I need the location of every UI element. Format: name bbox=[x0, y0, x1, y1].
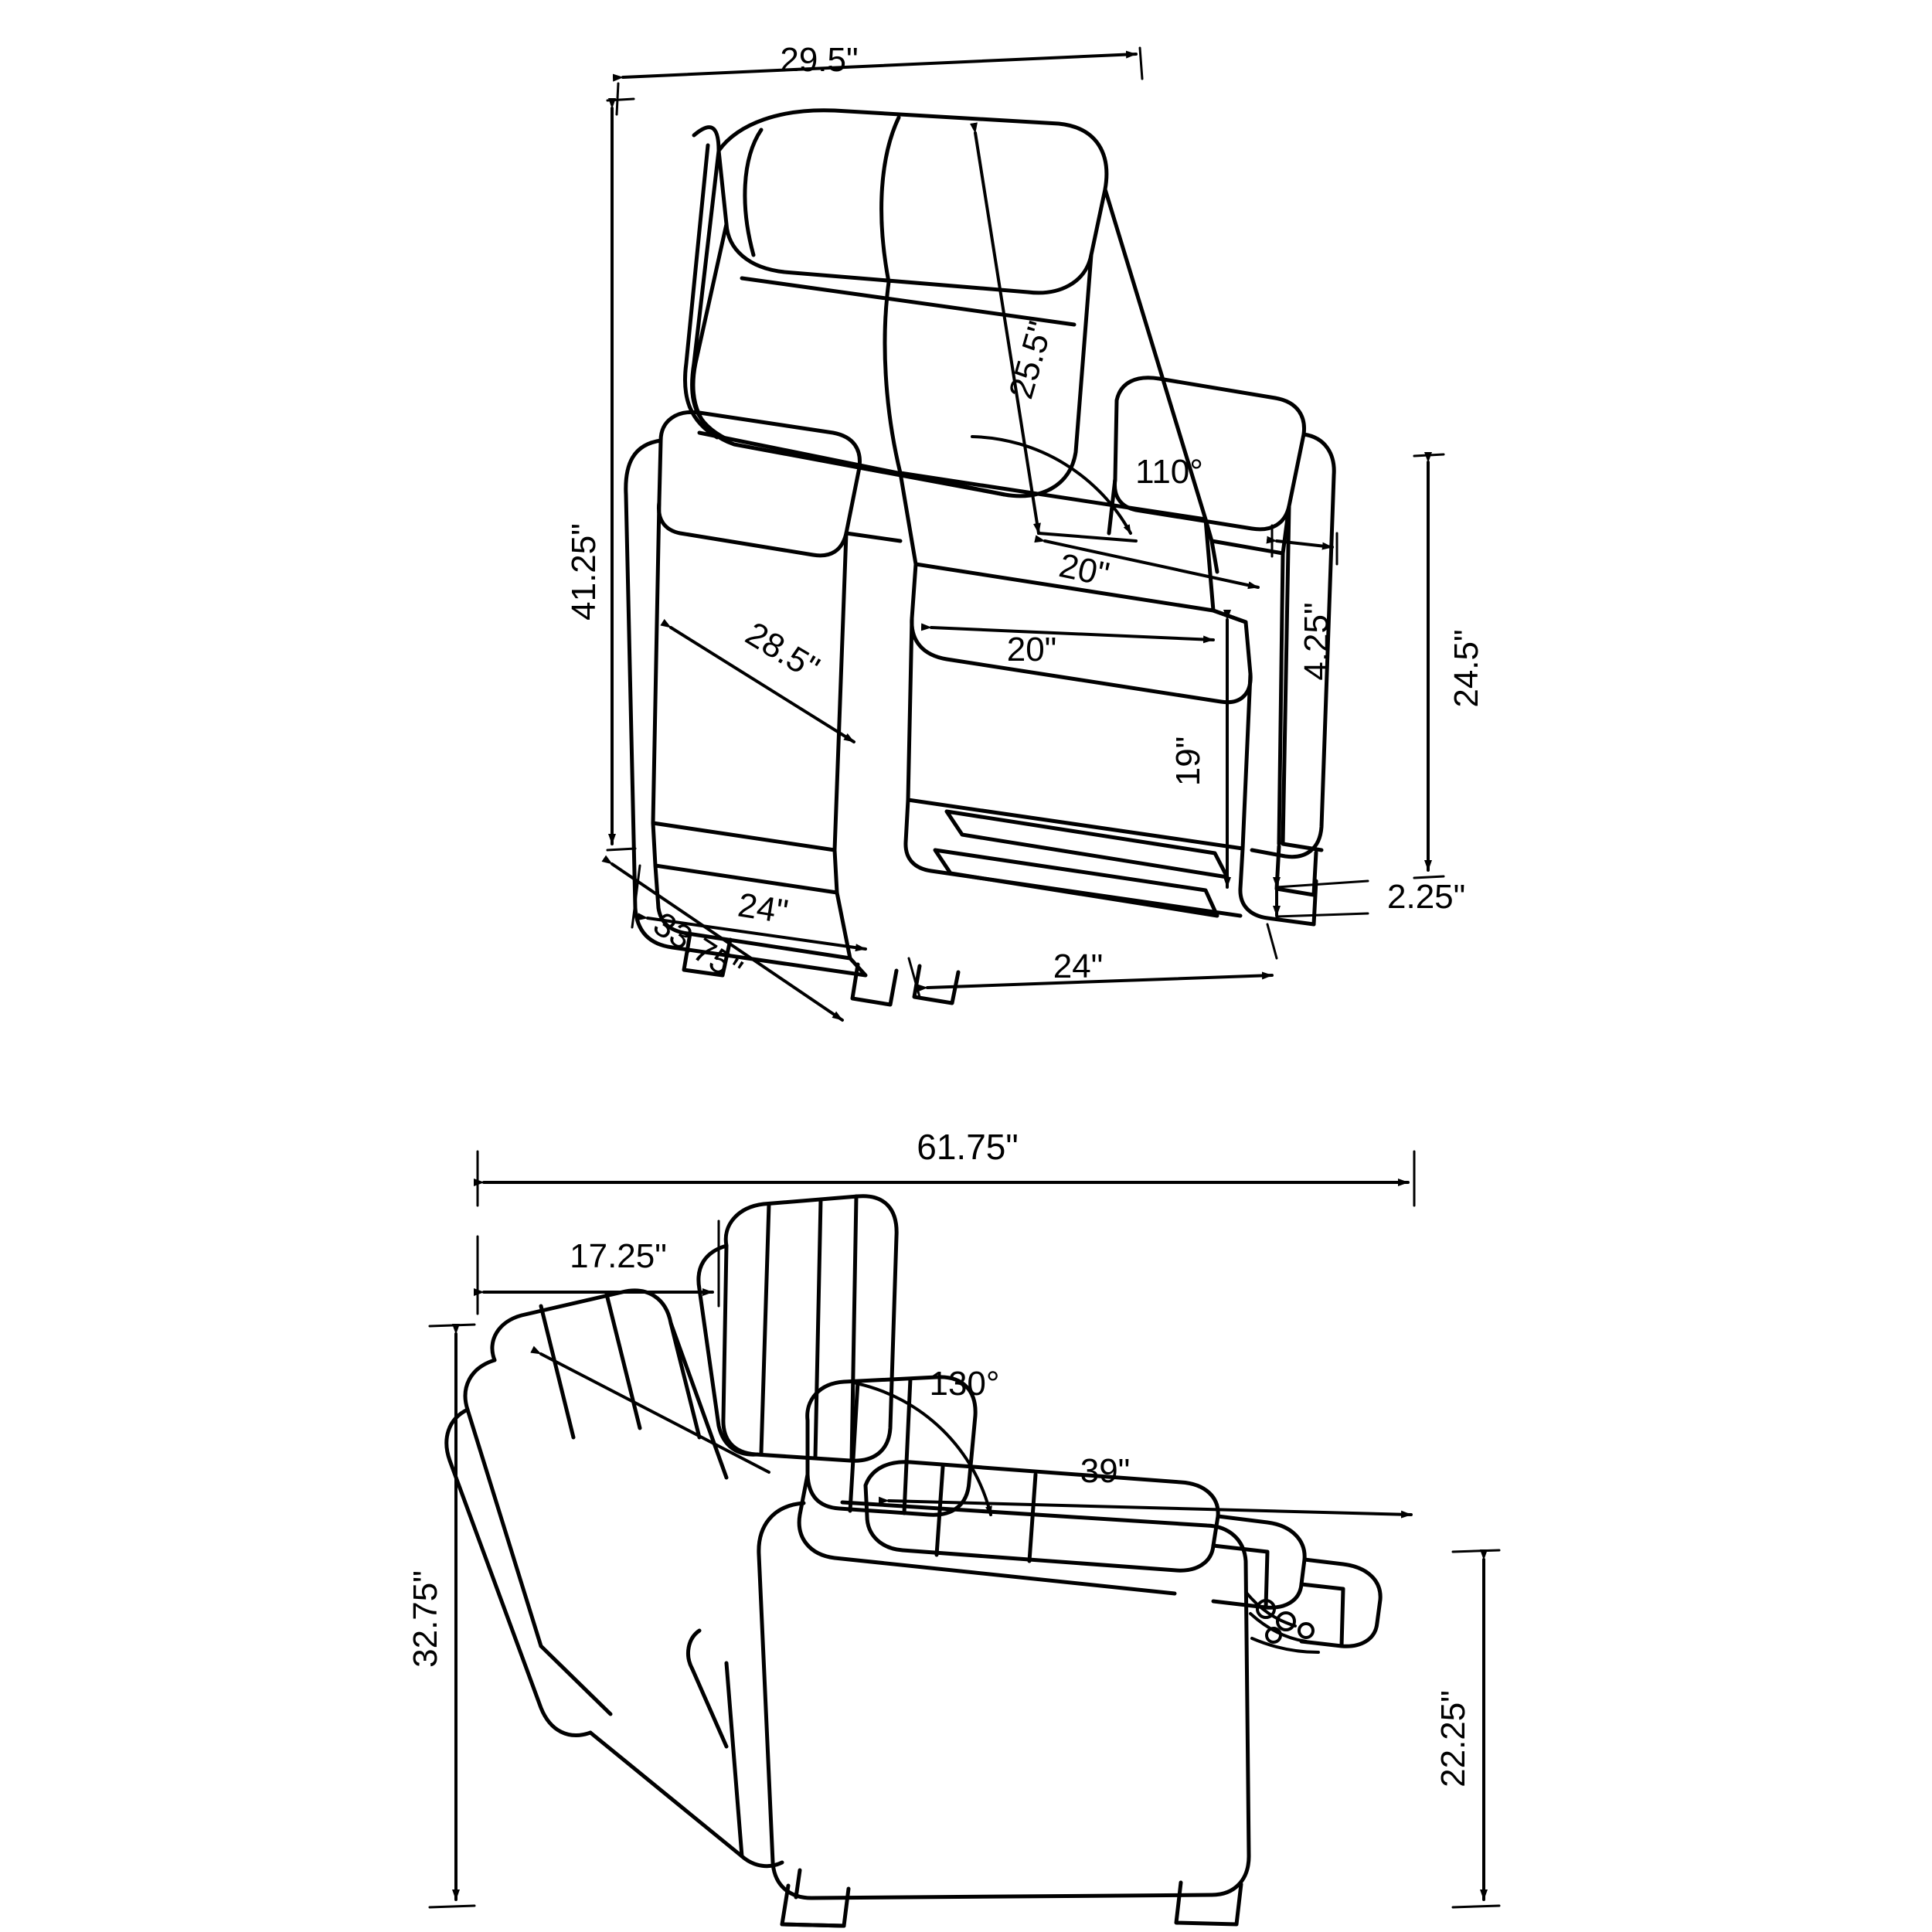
dim-label-reclined-length: 61.75" bbox=[917, 1127, 1019, 1167]
upright-view-dimensions bbox=[607, 48, 1444, 1020]
dim-label-base-width: 24" bbox=[1053, 947, 1104, 985]
dim-label-seat-height: 19" bbox=[1169, 736, 1207, 787]
dim-label-overall-width: 29.5" bbox=[780, 41, 859, 79]
dim-label-seat-depth: 20" bbox=[1056, 546, 1113, 594]
dim-label-base-depth: 24" bbox=[735, 886, 791, 931]
dim-label-back-height: 25.5" bbox=[1002, 317, 1060, 403]
dim-label-overall-depth: 33.75" bbox=[646, 905, 749, 990]
reclined-chair-illustration bbox=[447, 1196, 1380, 1926]
dim-label-back-angle: 110° bbox=[1135, 453, 1203, 491]
dim-label-side-depth: 28.5" bbox=[739, 614, 826, 688]
dim-label-seat-width: 20" bbox=[1006, 631, 1057, 668]
dim-label-arm-width: 4.25" bbox=[1298, 602, 1335, 681]
dim-label-reclined-height: 32.75" bbox=[406, 1570, 444, 1668]
dim-label-headrest-offset: 17.25" bbox=[570, 1237, 667, 1275]
dim-label-leg-height: 2.25" bbox=[1387, 878, 1466, 916]
dim-label-recline-angle: 130° bbox=[929, 1365, 1000, 1403]
dim-label-arm-height: 24.5" bbox=[1447, 629, 1485, 708]
dim-label-overall-height: 41.25" bbox=[565, 523, 603, 621]
dim-label-footrest-height: 22.25" bbox=[1434, 1690, 1472, 1787]
dim-label-reclined-seat-length: 39" bbox=[1080, 1452, 1131, 1490]
